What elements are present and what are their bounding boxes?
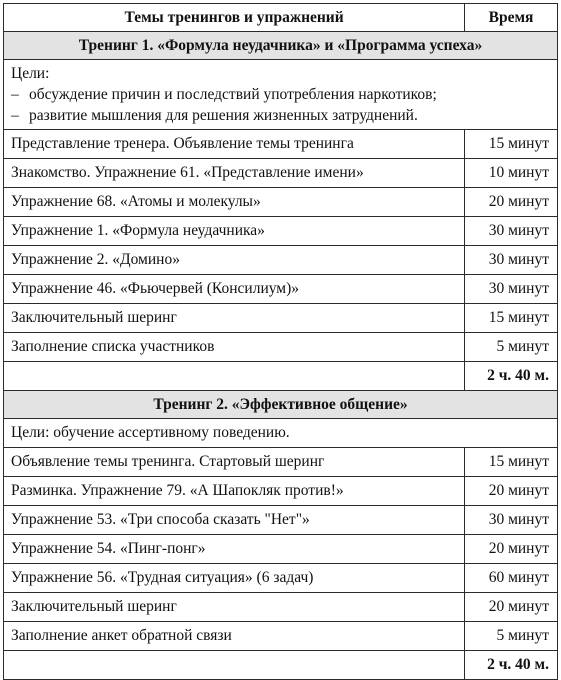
exercise-time: 15 минут — [465, 304, 558, 333]
table-row — [4, 506, 558, 535]
table-row — [4, 448, 558, 477]
exercise-name: Упражнение 46. «Фьючервей (Консилиум)» — [4, 275, 465, 304]
table-row — [4, 564, 558, 593]
goal-item: – развитие мышления для решения жизненных затруднений. — [11, 107, 418, 124]
exercise-time: 5 минут — [465, 622, 558, 651]
training-1-goals — [4, 60, 558, 130]
goal-text: обсуждение причин и последствий употребления наркотиков; — [29, 86, 437, 103]
time-column-header: Время — [465, 4, 558, 32]
training-2-title-row — [4, 391, 558, 419]
exercise-time: 30 минут — [465, 506, 558, 535]
trainings-table — [3, 3, 558, 680]
exercise-name: Упражнение 54. «Пинг-понг» — [4, 535, 465, 564]
goals-label: Цели: — [11, 65, 50, 82]
topics-column-header: Темы тренингов и упражнений — [4, 4, 465, 32]
exercise-time: 20 минут — [465, 477, 558, 506]
training-2-total: 2 ч. 40 м. — [465, 651, 558, 680]
table-row — [4, 217, 558, 246]
table-row — [4, 130, 558, 159]
table-row — [4, 275, 558, 304]
training-1-title: Тренинг 1. «Формула неудачника» и «Программа успеха» — [4, 32, 558, 60]
exercise-time: 10 минут — [465, 159, 558, 188]
table-row — [4, 246, 558, 275]
exercise-name: Упражнение 56. «Трудная ситуация» (6 задач) — [4, 564, 465, 593]
exercise-time: 60 минут — [465, 564, 558, 593]
table-row — [4, 535, 558, 564]
total-empty-cell — [4, 362, 465, 391]
table-row — [4, 622, 558, 651]
training-1-goals-row — [4, 60, 558, 130]
exercise-name: Упражнение 2. «Домино» — [4, 246, 465, 275]
exercise-name: Представление тренера. Объявление темы тренинга — [4, 130, 465, 159]
table-row — [4, 159, 558, 188]
total-empty-cell — [4, 651, 465, 680]
exercise-time: 20 минут — [465, 535, 558, 564]
exercise-time: 30 минут — [465, 275, 558, 304]
exercise-time: 15 минут — [465, 130, 558, 159]
exercise-name: Упражнение 53. «Три способа сказать "Нет"» — [4, 506, 465, 535]
exercise-time: 20 минут — [465, 188, 558, 217]
exercise-name: Заполнение списка участников — [4, 333, 465, 362]
exercise-name: Заключительный шеринг — [4, 304, 465, 333]
table-row — [4, 593, 558, 622]
training-1-title-row — [4, 32, 558, 60]
training-1-total: 2 ч. 40 м. — [465, 362, 558, 391]
exercise-time: 15 минут — [465, 448, 558, 477]
exercise-name: Упражнение 68. «Атомы и молекулы» — [4, 188, 465, 217]
exercise-time: 30 минут — [465, 217, 558, 246]
exercise-name: Заключительный шеринг — [4, 593, 465, 622]
training-2-title: Тренинг 2. «Эффективное общение» — [4, 391, 558, 419]
table-row — [4, 333, 558, 362]
exercise-time: 5 минут — [465, 333, 558, 362]
training-1-total-row — [4, 362, 558, 391]
table-header-row — [4, 4, 558, 32]
exercise-name: Разминка. Упражнение 79. «А Шапокляк против!» — [4, 477, 465, 506]
exercise-time: 30 минут — [465, 246, 558, 275]
table-row — [4, 304, 558, 333]
exercise-name: Знакомство. Упражнение 61. «Представление имени» — [4, 159, 465, 188]
exercise-name: Упражнение 1. «Формула неудачника» — [4, 217, 465, 246]
table-row — [4, 477, 558, 506]
goal-item: – обсуждение причин и последствий употребления наркотиков; — [11, 86, 437, 103]
goal-text: развитие мышления для решения жизненных затруднений. — [29, 107, 418, 124]
exercise-name: Заполнение анкет обратной связи — [4, 622, 465, 651]
exercise-time: 20 минут — [465, 593, 558, 622]
table-row — [4, 188, 558, 217]
training-2-total-row — [4, 651, 558, 680]
training-2-goals-row — [4, 419, 558, 448]
exercise-name: Объявление темы тренинга. Стартовый шеринг — [4, 448, 465, 477]
training-2-goals: Цели: обучение ассертивному поведению. — [4, 419, 558, 448]
